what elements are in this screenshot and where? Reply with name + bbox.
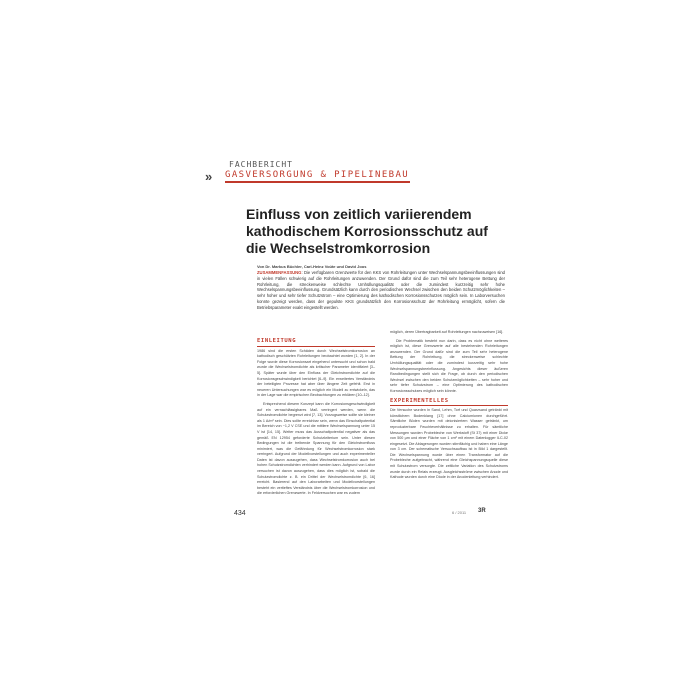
section-rule [390, 405, 508, 406]
article-authors: Von Dr. Markus Büchler, Carl-Heinz Voûte und David Joos [257, 264, 367, 269]
left-column [257, 339, 375, 500]
section-header [205, 159, 505, 189]
header-rule [225, 181, 410, 183]
section-heading-einleitung: EINLEITUNG [257, 338, 297, 344]
paragraph: Die Versuche wurden in Sand, Lehm, Torf und Quarzsand getränkt mit künstlichem Bodenklang [17] ohne Calciumionen durchgeführt. Sämtliche Böden wurden mit deionisiertem Wasser getränkt, um reproduzierbare Feuchteverhältnisse zu erhalten. Für sämtliche Messungen wurden Probebleche von Werkstoff (St 37) mit einer Dicke von 500 µm und einer Fläche von 1 cm² mit einem Datenlogger ILC-02 eingesetzt. Die Ablagerungen wurden stirnflächig und haben eine Länge von 3 cm. Der schematische Versuchsaufbau ist in Bild 1 dargestellt. Die Wechselspannung wurde über einen Transformator auf die Probebleche aufgebracht, während eine Gleichspannungsquelle diese mit Schutzstrom versorgte. Die zeitliche Variation des Schutzstroms wurde durch ein Relais erzeugt. Ausgleichsströme zwischen Anode und Kathode wurden durch eine Diode in der Anodenleitung verhindert. [390, 408, 508, 480]
section-rule [257, 346, 375, 347]
page-number: 434 [234, 510, 246, 517]
paragraph: möglich, deren Übertragbarkeit auf Rohrleitungen nachzuweisen [16]. [390, 330, 504, 334]
summary-label: ZUSAMMENFASSUNG [257, 270, 302, 275]
right-column [390, 330, 508, 484]
paragraph: Entsprechend diesem Konzept kann die Korrosionsgeschwindigkeit auf ein vernachlässigbares Maß verringert werden, wenn die Schutzstromdichte begrenzt wird [7, 13]. Vorzugsweise sollte sie kleiner als 1 A/m² sein. Dies sollte erreichbar sein, wenn das Einschaltpotential im Bereich von −1,2 V CSE und die mittlere Wechselspannung unter 15 V ist [14, 15]. Weiter muss das Ausschaltpotential negativer als das gemäß EN 12954 geforderte Schutzkriterium sein. Unter diesen Bedingungen ist die treibende Spannung für den Gleichstromfluss minimiert, was die Gefährdung für Wechselstromkorrosion stark verringert. Aufgrund der Modellvorstellungen und auch experimenteller Daten ist davon auszugehen, dass Wechselstromkorrosion auch bei hohen Schutzstromdichten verhindert werden kann. Aufgrund von Labor versuchen ist davon auszugehen, dass dies möglich ist, sobald die Schutzstromdichte z. B. ein Drittel der Wechselstromdichte [6, 16] erreicht. Basierend auf den Laborarbeiten und Modellvorstellungen besteht ein vertieftes Verständnis über die Wechselstromkorrosion und die erforderlichen Grenzwerte. In Feldversuchen war es zudem [257, 401, 375, 496]
article-summary [257, 270, 505, 311]
summary-text: : Die verfügbaren Grenzwerte für den KKS von Rohrleitungen unter Wechselspannungsbeeinflussungen sind in vielen Fällen schwierig auf die Rohrleitungen anzuwenden. Der Grund dafür sind die zum Teil sehr heterogene Bettung der Rohrleitung, die streckenweise schlechte Umhüllungsqualität oder die zumindest kurzzeitig sehr hohe Wechselspannungsbeeinflussung. Grundsätzlich kann durch den periodischen Wechsel zwischen den beiden Schutzmöglichkeiten – sehr hoher und sehr tiefer Schutzstrom – eine Optimierung des kathodischen Korrosionsschutzes möglich sein. In Laborversuchen konnte gezeigt werden, dass der gepulste KKS grundsätzlich den Korrosionsschutz der Rohrleitung ermöglicht, sofern die Betriebsparameter exakt eingestellt werden. [257, 270, 505, 310]
chevron-right-icon: » [205, 169, 213, 184]
brand-logo: 3R [478, 508, 486, 514]
article-title: Einfluss von zeitlich variierendem kathodischem Korrosionsschutz auf die Wechselstromkorrosion [246, 206, 488, 256]
section-category: GASVERSORGUNG & PIPELINEBAU [225, 170, 410, 180]
section-heading-experimentelles: EXPERIMENTELLES [390, 397, 449, 404]
issue-label: 6 / 2011 [452, 510, 467, 515]
paragraph: 1986 sind die ersten Schäden durch Wechselstromkorrosion an kathodisch geschützten Rohrleitungen beobachtet worden [1, 2]. In der Folge wurde diese Korrosionsart eingehend untersucht und schon bald wurde die Wechselstromdichte als kritischer Parameter identifiziert [3–5]. Später wurde über den Einfluss der Gleichstromdichte auf die Korrosionsgeschwindigkeit berichtet [6–9]. Ein erweitertes Verständnis der beteiligten Prozesse hat aber über längere Zeit gefehlt. Erst in neueren Untersuchungen war es möglich ein Modell zu entwickeln, das in der Lage war die empirischen Beobachtungen zu erklären [10–12]. [257, 348, 375, 398]
section-kicker: FACHBERICHT [229, 160, 293, 169]
paragraph: Die Problematik besteht nun darin, dass es nicht ohne weiteres möglich ist, diese Grenzwerte auf alle bestehenden Rohrleitungen anzuwenden. Der Grund dafür sind die zum Teil sehr heterogene Bettung der Rohrleitung, die streckenweise schlechte Umhüllungsqualität oder die zumindest kurzzeitig sehr hohe Wechselspannungsbeeinflussung. Angesichts dieser äußeren Randbedingungen stellt sich die Frage, ob durch den periodischen Wechsel zwischen den beiden Schutzmöglichkeiten – sehr hoher und sehr tiefer Schutzstrom – eine Optimierung des kathodischen Korrosionsschutzes möglich sein könnte. [390, 338, 508, 393]
